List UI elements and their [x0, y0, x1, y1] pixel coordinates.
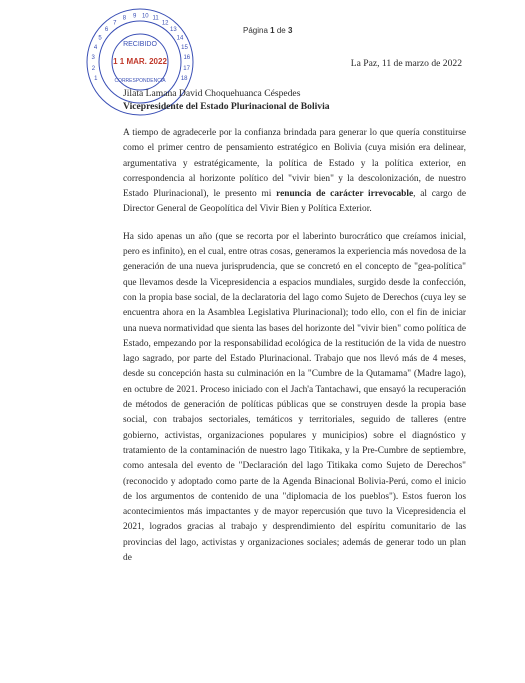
recipient-title: Vicepresidente del Estado Plurinacional de Bolivia — [123, 101, 330, 112]
stamp-number: 9 — [133, 13, 137, 20]
stamp-top-text: RECIBIDO — [123, 41, 157, 48]
stamp-number: 4 — [93, 44, 98, 51]
stamp-number: 16 — [183, 55, 191, 62]
paragraph-2: Ha sido apenas un año (que se recorta por el laberinto burocrático que creíamos inicial, pero es infinito), en el cual, entre otras cosas, generamos la experiencia más novedosa de la generación de una nueva jurisprudencia, que se concretó en el concepto de "gea-política" que llevamos desde la Vicepresidencia a espacios mundiales, surgido desde la confección, con la propia base social, de la declaratoria del lago como Sujeto de Derechos (cuya ley se encuentra ahora en la Asamblea Legislativa Plurinacional); todo ello, con el fin de iniciar una nueva normatividad que sienta las bases del horizonte del "vivir bien" como política de Estado, empezando por la responsabilidad ecológica de la restitución de la vida de nuestro lago sagrado, por parte del Estado Plurinacional. Trabajo que nos llevó más de 4 meses, desde su concepción hasta su culminación en la "Cumbre de la Qutamama" (Madre lago), en octubre de 2021. Proceso iniciado con el Jach'a Tantachawi, que ensayó la recuperación de métodos de generación de políticas públicas que se construyen desde la propia base social, con trabajos sectoriales, temáticos y territoriales, seguido de talleres (entre gobierno, activistas, organizaciones populares y municipios) sobre el diagnóstico y tratamiento de la contaminación de nuestro lago Titikaka, y la Pre-Cumbre de septiembre, como antesala del evento de "Declaración del lago Titikaka como Sujeto de Derechos" (reconocido y adoptado como parte de la Agenda Binacional Bolivia-Perú, como el inicio de los argumentos de contenido de una "diplomacia de los pueblos"). Estos fueron los acontecimientos más impactantes y de mayor repercusión que tuvo la Vicepresidencia el 2021, logrados gracias al trabajo y desprendimiento del espíritu comunitario de las provincias del lago, activistas y organizaciones sociales; además de generar todo un plan de — [123, 231, 466, 564]
stamp-number: 8 — [122, 15, 127, 22]
stamp-number: 14 — [176, 35, 184, 42]
stamp-number: 10 — [141, 13, 149, 20]
stamp-number: 7 — [113, 20, 117, 27]
stamp-number: 6 — [104, 26, 109, 33]
letter-date: La Paz, 11 de marzo de 2022 — [350, 58, 462, 69]
stamp-number: 1 — [94, 76, 98, 83]
stamp-number: 17 — [183, 65, 190, 72]
resignation-emphasis: renuncia de carácter irrevocable — [276, 189, 414, 200]
stamp-number: 5 — [98, 35, 102, 42]
stamp-number: 11 — [152, 15, 159, 22]
recipient-name: Jilata Lamana David Choquehuanca Céspedes — [123, 88, 301, 99]
stamp-number: 18 — [180, 76, 188, 83]
letter-body — [123, 126, 466, 578]
page-number: Página 1 de 3 — [243, 26, 293, 35]
stamp-number: 15 — [181, 44, 188, 51]
stamp-number: 12 — [161, 20, 169, 27]
stamp-number: 2 — [91, 65, 96, 72]
recipient-block — [123, 87, 330, 113]
stamp-number: 3 — [91, 55, 95, 62]
stamp-date: 1 1 MAR. 2022 — [113, 57, 167, 66]
stamp-number: 13 — [170, 26, 177, 33]
paragraph-1: A tiempo de agradecerle por la confianza brindada para generar lo que quería constituirse como el primer centro de pensamiento estratégico en Bolivia (cuya misión era delinear, argumentativa y estratégicamente, la política de Estado y la política exterior, en correspondencia al horizonte político del "vivir bien" y la descolonización, de nuestro Estado Plurinacional), le presento mi renuncia de carácter irrevocable, al cargo de Director General de Geopolítica del Vivir Bien y Política Exterior. — [123, 128, 466, 215]
stamp-bottom-text: CORRESPONDENCIA — [114, 78, 166, 84]
